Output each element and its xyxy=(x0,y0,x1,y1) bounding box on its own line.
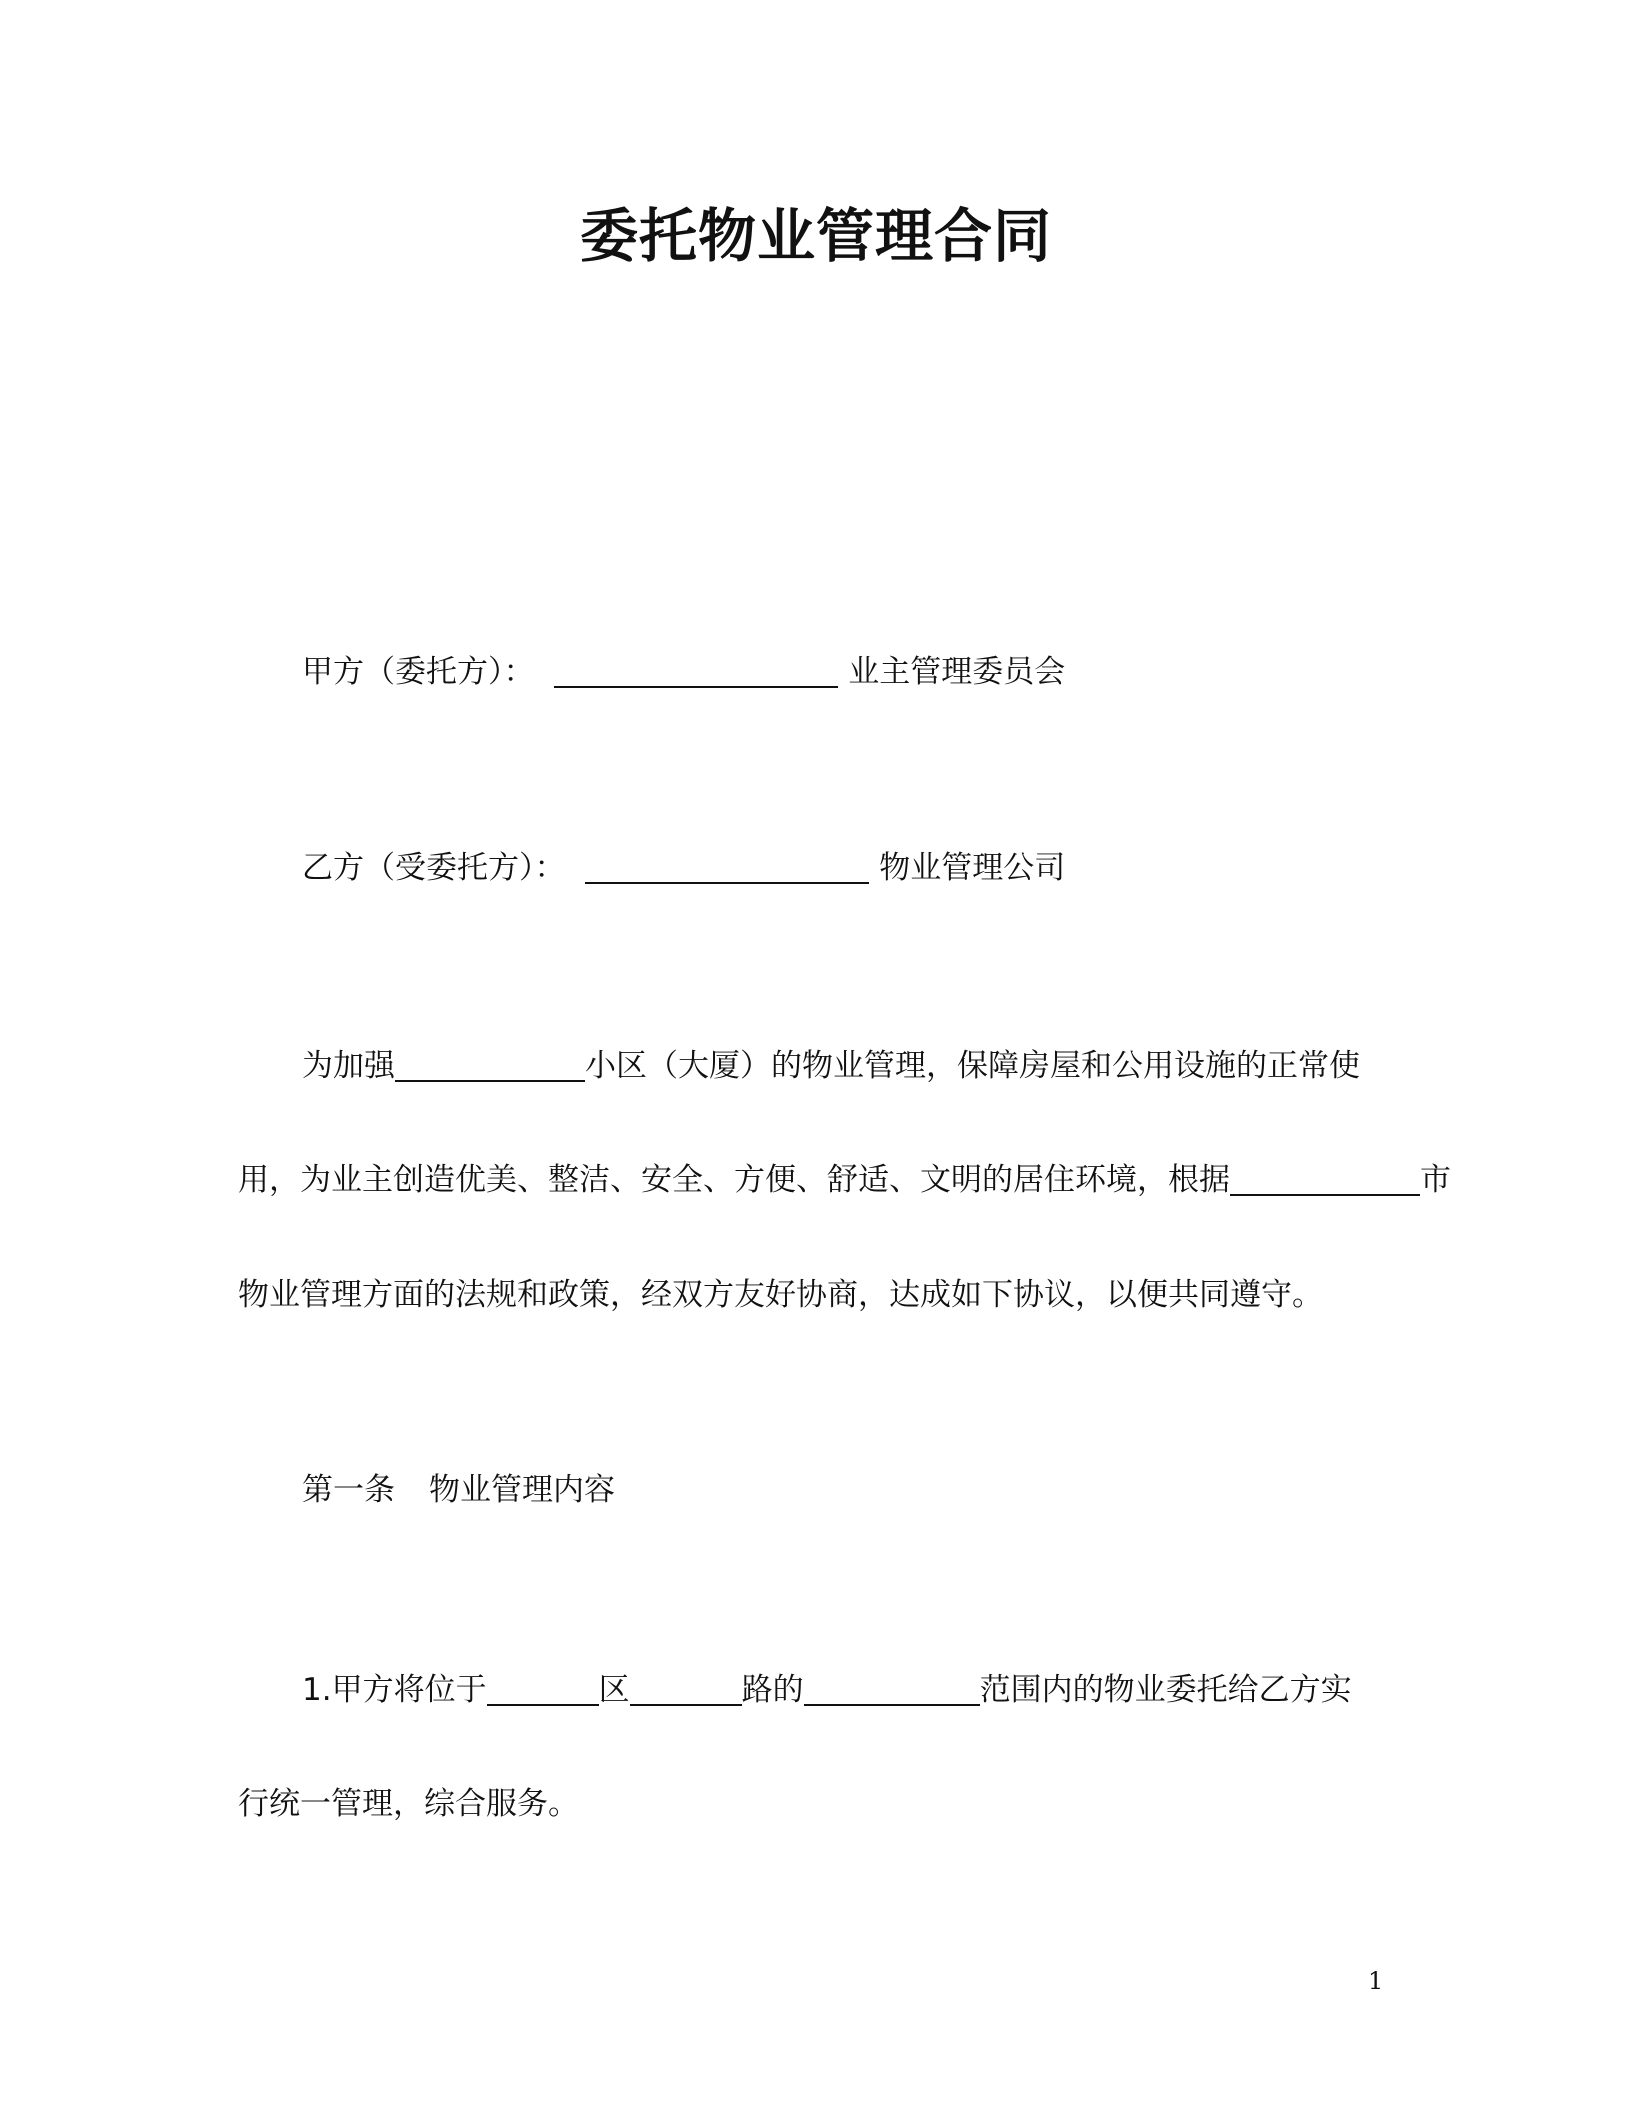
preamble-line1-end: 小区（大厦）的物业管理，保障房屋和公用设施的正常使 xyxy=(585,1048,1360,1084)
party-b-suffix: 物业管理公司 xyxy=(879,850,1066,886)
party-a-suffix: 业主管理委员会 xyxy=(848,654,1066,690)
party-a-label: 甲方（委托方）： xyxy=(302,654,535,690)
scope-blank xyxy=(804,1670,980,1706)
preamble-line2-start: 用，为业主创造优美、整洁、安全、方便、舒适、文明的居住环境，根据 xyxy=(238,1162,1230,1198)
preamble-line-1 xyxy=(302,1044,1360,1088)
clause-1-line1-end: 范围内的物业委托给乙方实 xyxy=(979,1672,1352,1708)
party-b-line xyxy=(302,846,1065,890)
article-1-number: 第一条 xyxy=(302,1472,395,1508)
preamble-line3: 物业管理方面的法规和政策，经双方友好协商，达成如下协议，以便共同遵守。 xyxy=(238,1277,1323,1313)
preamble-line1-start: 为加强 xyxy=(302,1048,395,1084)
clause-1-line2: 行统一管理，综合服务。 xyxy=(238,1786,579,1822)
party-a-line xyxy=(302,650,1065,694)
district-label: 区 xyxy=(598,1672,630,1708)
article-1-title: 物业管理内容 xyxy=(429,1472,615,1508)
page-number: 1 xyxy=(1368,1967,1384,1995)
road-blank xyxy=(630,1670,742,1706)
article-1-heading xyxy=(302,1468,615,1512)
community-name-blank xyxy=(395,1046,585,1082)
preamble-line-2 xyxy=(238,1158,1451,1202)
party-b-label: 乙方（受委托方）： xyxy=(302,850,566,886)
district-blank xyxy=(487,1670,599,1706)
road-label: 路的 xyxy=(741,1672,804,1708)
document-title: 委托物业管理合同 xyxy=(579,202,1052,270)
party-b-blank xyxy=(585,848,869,884)
clause-1-line-2 xyxy=(238,1782,579,1826)
preamble-line-3 xyxy=(238,1273,1323,1317)
clause-1-prefix: 1.甲方将位于 xyxy=(302,1672,487,1708)
clause-1-line-1 xyxy=(302,1668,1352,1712)
city-name-blank xyxy=(1230,1160,1420,1196)
party-a-blank xyxy=(554,652,838,688)
preamble-line2-end: 市 xyxy=(1420,1162,1451,1198)
